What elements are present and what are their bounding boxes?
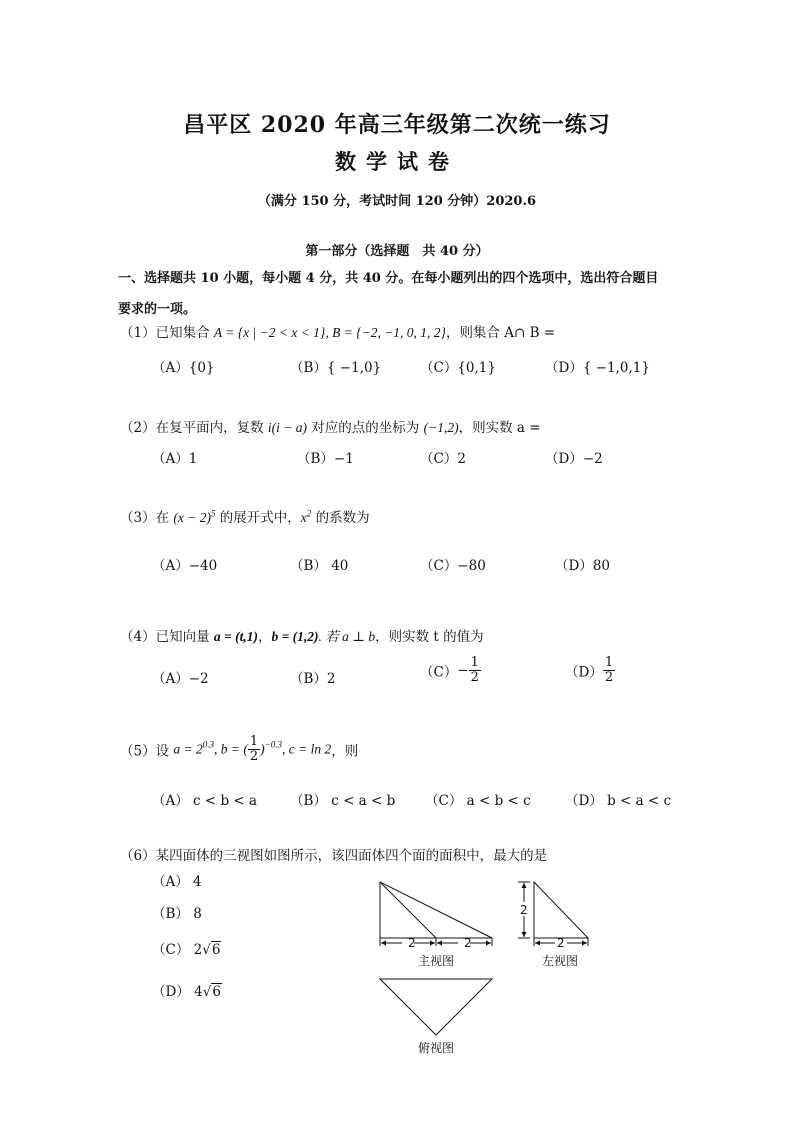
fraction-numerator: 1	[470, 655, 479, 670]
point-coord: (−1,2)	[423, 420, 459, 435]
fraction-numerator: 1	[249, 734, 259, 749]
sqrt-radicand: 6	[211, 942, 221, 958]
q3-option-b[interactable]: （B） 40	[290, 558, 349, 574]
question-text: 某四面体的三视图如图所示，该四面体四个面的面积中，最大的是	[155, 848, 548, 864]
q4-option-d[interactable]	[565, 656, 615, 685]
side-view-outline	[534, 882, 588, 938]
question-number: （1）	[120, 325, 156, 341]
sqrt-sign: √	[202, 942, 211, 958]
fraction-half	[603, 656, 615, 685]
question-text: 的展开式中，	[215, 510, 301, 526]
fraction-denominator: 2	[470, 670, 479, 685]
q6-option-b[interactable]: （B） 8	[152, 906, 202, 922]
question-text: 在	[155, 510, 174, 526]
question-number: （3）	[120, 510, 156, 526]
q2-option-d[interactable]: （D）−2	[545, 451, 603, 467]
term-exponent: 2	[306, 508, 312, 519]
question-4	[120, 625, 484, 645]
c-definition: , c = ln 2	[281, 741, 332, 757]
binomial-expr: (x − 2)	[173, 510, 211, 525]
term: x	[300, 510, 307, 525]
q5-option-b[interactable]: （B） c < a < b	[290, 793, 396, 809]
question-number: （5）	[120, 743, 156, 760]
minus-sign: −	[457, 662, 469, 679]
set-a: A = {x | −2 < x < 1},	[213, 325, 333, 340]
front-view	[380, 882, 492, 946]
option-label: （C）	[420, 664, 458, 681]
b-exponent: −0.3	[264, 739, 282, 750]
question-text: 设	[155, 743, 174, 760]
fraction-denominator: 2	[604, 670, 614, 685]
question-text: 已知向量	[155, 629, 214, 645]
top-view-caption: 俯视图	[418, 1041, 455, 1055]
set-b: B = {−2, −1, 0, 1, 2}	[332, 325, 446, 340]
question-6	[120, 844, 547, 864]
perpendicular-condition: . 若 a ⊥ b	[318, 629, 376, 644]
question-text: 对应的点的坐标为	[307, 420, 424, 436]
question-1	[120, 321, 555, 341]
side-view-caption: 左视图	[542, 954, 579, 968]
option-label: （D）	[565, 664, 603, 681]
question-text: 已知集合	[155, 325, 214, 341]
question-text: ，则集合 A∩ B =	[445, 325, 556, 341]
q5-option-c[interactable]: （C） a < b < c	[425, 793, 531, 809]
q3-option-d[interactable]: （D）80	[555, 558, 611, 574]
dim-label: 2	[557, 936, 565, 950]
top-view-outline	[380, 979, 492, 1035]
fraction-denominator: 2	[249, 749, 259, 764]
q3-option-c[interactable]: （C）−80	[420, 558, 486, 574]
q6-option-c[interactable]	[152, 938, 221, 958]
question-text: 在复平面内，复数	[155, 420, 268, 436]
dim-label: 2	[520, 903, 528, 917]
q5-option-d[interactable]: （D） b < a < c	[565, 793, 672, 809]
q3-option-a[interactable]: （A）−40	[152, 558, 218, 574]
q4-option-c[interactable]	[420, 656, 481, 685]
a-definition: a = 2	[173, 741, 203, 757]
option-label: （C） 2	[152, 942, 203, 958]
vector-b: b = (1,2)	[271, 629, 319, 644]
section-instructions-line1: 一、选择题共 10 小题，每小题 4 分，共 40 分。在每小题列出的四个选项中，选出符合题目	[118, 271, 659, 286]
front-view-inner-edge	[380, 882, 436, 938]
question-text: ，则	[331, 743, 359, 760]
q2-option-b[interactable]: （B）−1	[297, 451, 354, 467]
q1-option-b[interactable]: （B）{ −1,0}	[290, 360, 382, 376]
sqrt-sign: √	[202, 984, 212, 1000]
vector-a: a = (t,1)	[213, 629, 258, 644]
fraction-half	[469, 656, 481, 685]
q2-option-c[interactable]: （C）2	[420, 451, 466, 467]
complex-expr: i(i − a)	[267, 420, 307, 435]
q1-option-a[interactable]: （A）{0}	[152, 360, 215, 376]
front-view-outline	[380, 882, 492, 938]
exam-title: 昌平区 2020 年高三年级第二次统一练习	[183, 112, 611, 138]
fraction-numerator: 1	[604, 655, 614, 670]
q1-option-c[interactable]: （C）{0,1}	[420, 360, 496, 376]
question-5	[120, 735, 358, 764]
a-exponent: 0.3	[202, 739, 215, 750]
fraction-half	[248, 735, 260, 764]
question-text: ，则实数 t 的值为	[375, 629, 484, 645]
dim-label: 2	[464, 936, 472, 950]
q1-option-d[interactable]: （D）{ −1,0,1}	[545, 360, 650, 376]
q6-option-d[interactable]	[152, 980, 222, 1000]
three-view-figure	[360, 870, 620, 1060]
front-view-caption: 主视图	[418, 954, 455, 968]
q6-option-a[interactable]: （A） 4	[152, 874, 202, 890]
question-number: （6）	[120, 848, 156, 864]
q5-option-a[interactable]: （A） c < b < a	[152, 793, 258, 809]
sqrt-radicand: 6	[212, 984, 221, 1000]
b-definition-open: , b = (	[214, 741, 248, 757]
q4-option-b[interactable]: （B）2	[290, 671, 336, 687]
question-number: （2）	[120, 420, 156, 436]
exam-subtitle: 数学试卷	[335, 149, 459, 174]
q2-option-a[interactable]: （A）1	[152, 451, 198, 467]
question-text: 的系数为	[311, 510, 370, 526]
b-definition-close: )	[260, 741, 265, 757]
option-label: （D） 4	[152, 984, 203, 1000]
section-instructions-line2: 要求的一项。	[118, 302, 197, 317]
binomial-exponent: 5	[210, 508, 216, 519]
question-text: ，	[257, 629, 272, 645]
exam-info: （满分 150 分，考试时间 120 分钟）2020.6	[257, 194, 537, 209]
section-title: 第一部分（选择题 共 40 分）	[305, 244, 489, 259]
question-number: （4）	[120, 629, 156, 645]
q4-option-a[interactable]: （A）−2	[152, 671, 209, 687]
question-2	[120, 416, 541, 436]
question-3	[120, 506, 370, 526]
question-text: ，则实数 a =	[458, 420, 541, 436]
side-view	[518, 882, 588, 946]
dim-label: 2	[408, 936, 416, 950]
